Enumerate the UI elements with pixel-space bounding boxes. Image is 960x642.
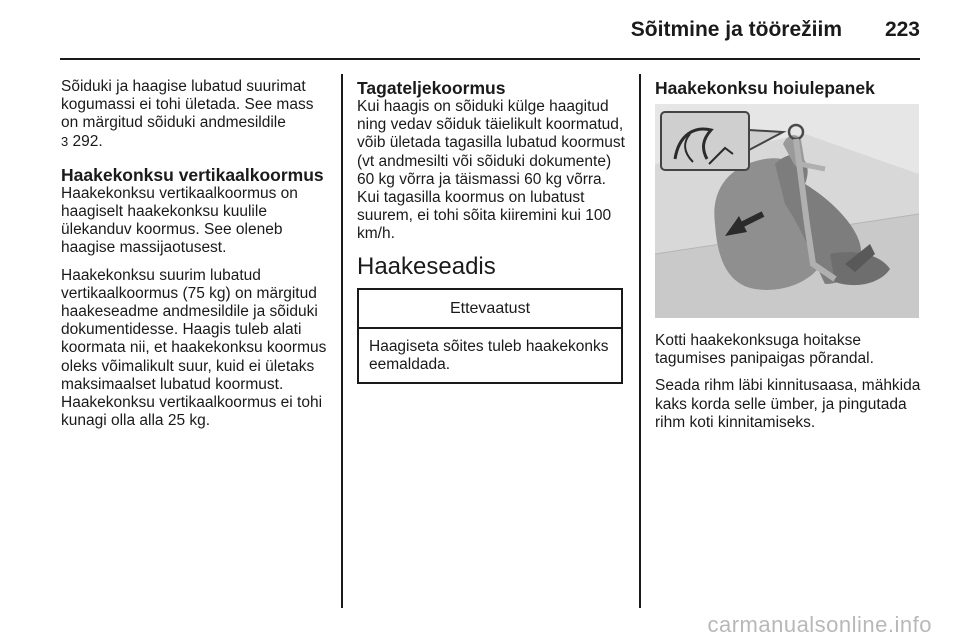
intro-paragraph [61,78,331,151]
header-title: Sõitmine ja töörežiim [630,18,842,41]
towing-device-heading: Haakeseadis [357,252,496,280]
column-divider-right [639,74,641,608]
arrow-icon: 3 [61,133,69,149]
rear-axle-load-heading: Tagateljekoormus [357,78,506,98]
rear-axle-load-paragraph: Kui haagis on sõiduki külge haagitud ning vedav sõiduk täielikult koormatud, võib ületada tagasilla lubatud koormust (vt andmesilti või sõiduki dokumente) 60 kg võrra ja täismassi 60 kg võrra. Kui tagasilla koormus on lubatust suurem, ei tohi sõita kiiremini kui 100 km/h. [357,98,625,243]
vertical-load-paragraph-2: Haakekonksu suurim lubatud vertikaalkoormus (75 kg) on märgitud haakeseadme andmesildile ja sõiduki dokumentidesse. Haagis tuleb alati koormata nii, et haakekonksu koormus oleks võimalikult suur, kuid ei ületaks maksimaalset lubatud koormust. Haakekonksu vertikaalkoormus ei tohi kunagi olla alla 25 kg. [61,266,327,430]
column-divider-left [341,74,343,608]
watermark: carmanualsonline.info [707,612,932,637]
vertical-load-paragraph-1: Haakekonksu vertikaalkoormus on haagiselt haakekonksu kuulile ülekanduv koormus. See oleneb haagise massijaotusest. [61,184,298,257]
vertical-load-heading: Haakekonksu vertikaalkoormus [61,164,324,185]
column-3 [655,78,923,441]
caution-box [357,288,623,385]
page-reference-link[interactable] [61,133,103,150]
header-divider [60,58,920,60]
column-2 [357,78,625,384]
column-1 [61,78,331,439]
page-reference: 292. [68,132,103,150]
caution-text: Haagiseta sõites tuleb haakekonks eemaldada. [369,338,609,374]
intro-text: Sõiduki ja haagise lubatud suurimat kogumassi ei tohi ületada. See mass on märgitud sõiduki andmesildile [61,78,314,132]
storage-heading: Haakekonksu hoiulepanek [655,78,875,98]
towbar-storage-illustration [655,104,919,318]
storage-paragraph-1: Kotti haakekonksuga hoitakse tagumises panipaigas põrandal. [655,332,874,368]
page-number: 223 [884,18,920,41]
storage-paragraph-2: Seada rihm läbi kinnitusaasa, mähkida kaks korda selle ümber, ja pingutada rihm koti kinnitamiseks. [655,377,921,431]
caution-title: Ettevaatust [359,290,621,329]
